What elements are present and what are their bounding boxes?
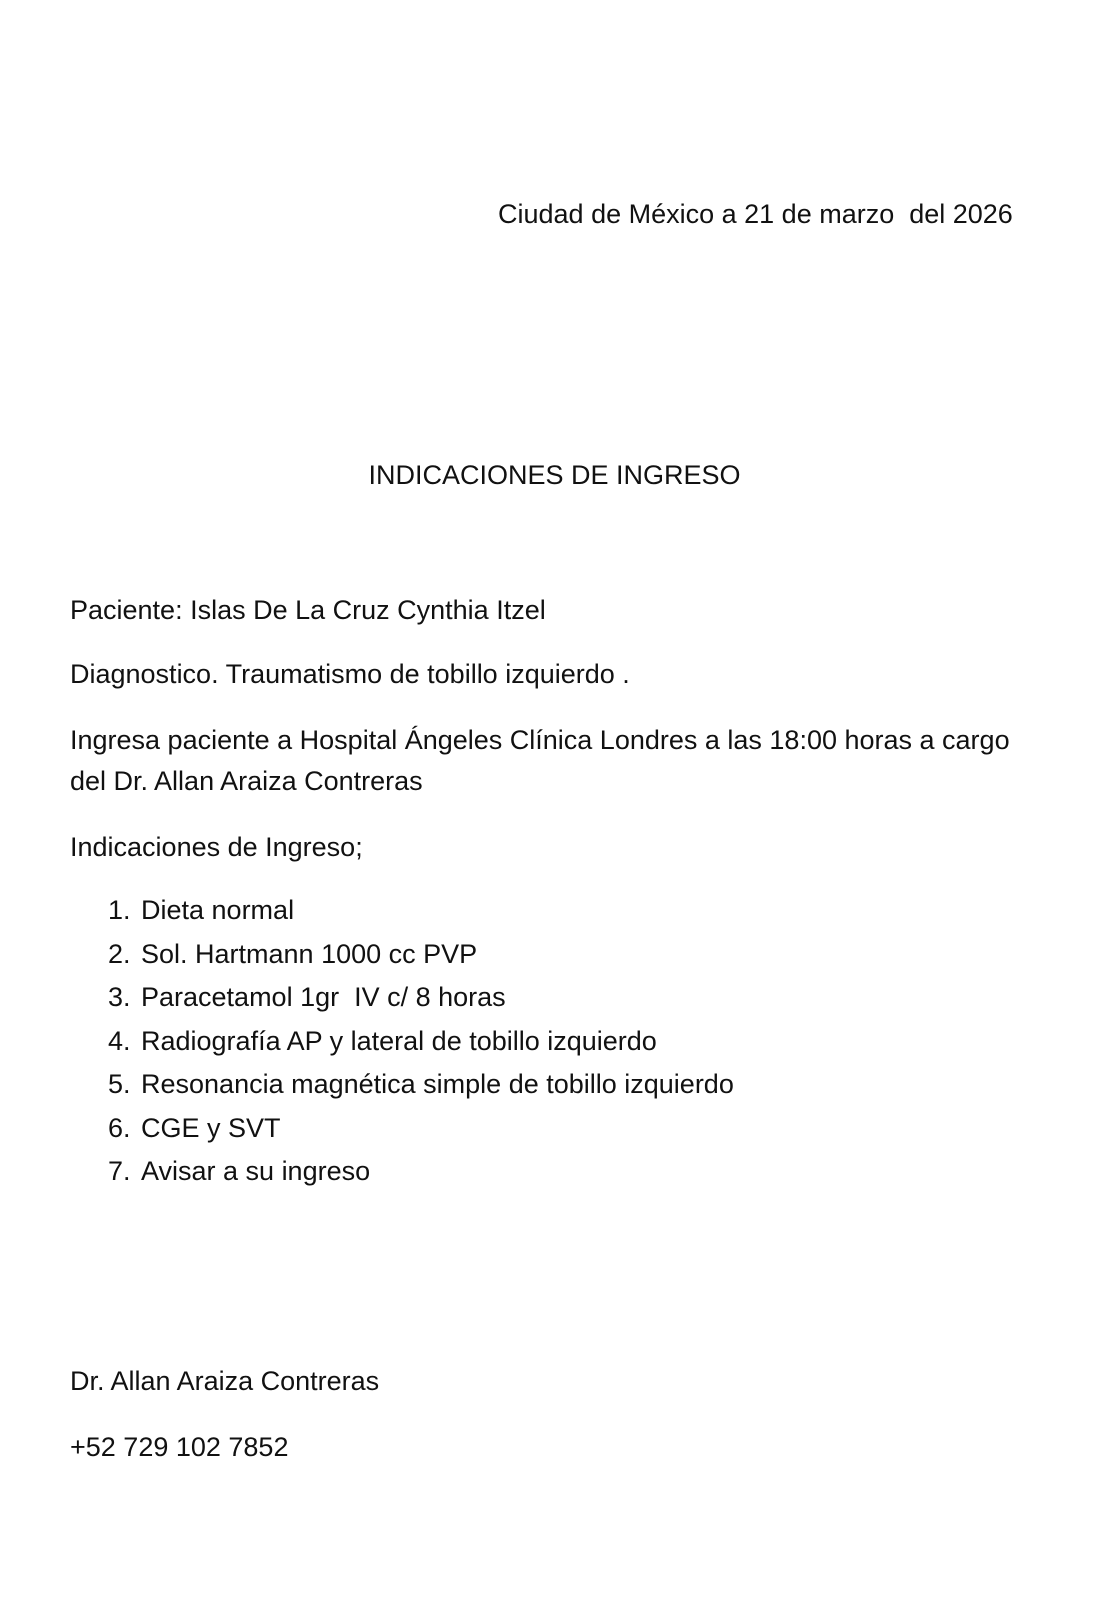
list-item-number: 5. bbox=[108, 1069, 131, 1099]
diagnosis-line: Diagnostico. Traumatismo de tobillo izquierdo . bbox=[70, 659, 630, 689]
list-item bbox=[108, 1021, 734, 1065]
document-title: INDICACIONES DE INGRESO bbox=[368, 460, 741, 490]
list-item-text: Radiografía AP y lateral de tobillo izquierdo bbox=[141, 1025, 657, 1056]
list-item-number: 4. bbox=[108, 1025, 131, 1056]
list-item-number: 3. bbox=[108, 982, 131, 1012]
list-item-text: Dieta normal bbox=[141, 895, 295, 925]
list-item-number: 6. bbox=[108, 1112, 131, 1143]
orders-list bbox=[108, 890, 734, 1195]
list-item bbox=[108, 890, 734, 934]
orders-title: Indicaciones de Ingreso; bbox=[70, 832, 363, 862]
patient-line: Paciente: Islas De La Cruz Cynthia Itzel bbox=[70, 595, 546, 625]
list-item bbox=[108, 977, 734, 1021]
list-item-text: Resonancia magnética simple de tobillo izquierdo bbox=[141, 1069, 734, 1099]
date-line: Ciudad de México a 21 de marzo del 2026 bbox=[498, 199, 1013, 229]
list-item-text: Paracetamol 1gr IV c/ 8 horas bbox=[141, 982, 506, 1012]
doctor-phone: +52 729 102 7852 bbox=[70, 1432, 289, 1462]
list-item-text: Sol. Hartmann 1000 cc PVP bbox=[141, 938, 478, 969]
list-item bbox=[108, 934, 734, 978]
list-item bbox=[108, 1064, 734, 1108]
list-item-number: 7. bbox=[108, 1156, 131, 1186]
doctor-name: Dr. Allan Araiza Contreras bbox=[70, 1366, 380, 1396]
admission-paragraph: Ingresa paciente a Hospital Ángeles Clínica Londres a las 18:00 horas a cargo del Dr. Allan Araiza Contreras bbox=[70, 725, 1010, 796]
list-item bbox=[108, 1151, 734, 1195]
list-item-text: Avisar a su ingreso bbox=[141, 1156, 371, 1186]
list-item-number: 1. bbox=[108, 895, 131, 925]
list-item-text: CGE y SVT bbox=[141, 1112, 281, 1143]
list-item-number: 2. bbox=[108, 938, 131, 969]
list-item bbox=[108, 1108, 734, 1152]
